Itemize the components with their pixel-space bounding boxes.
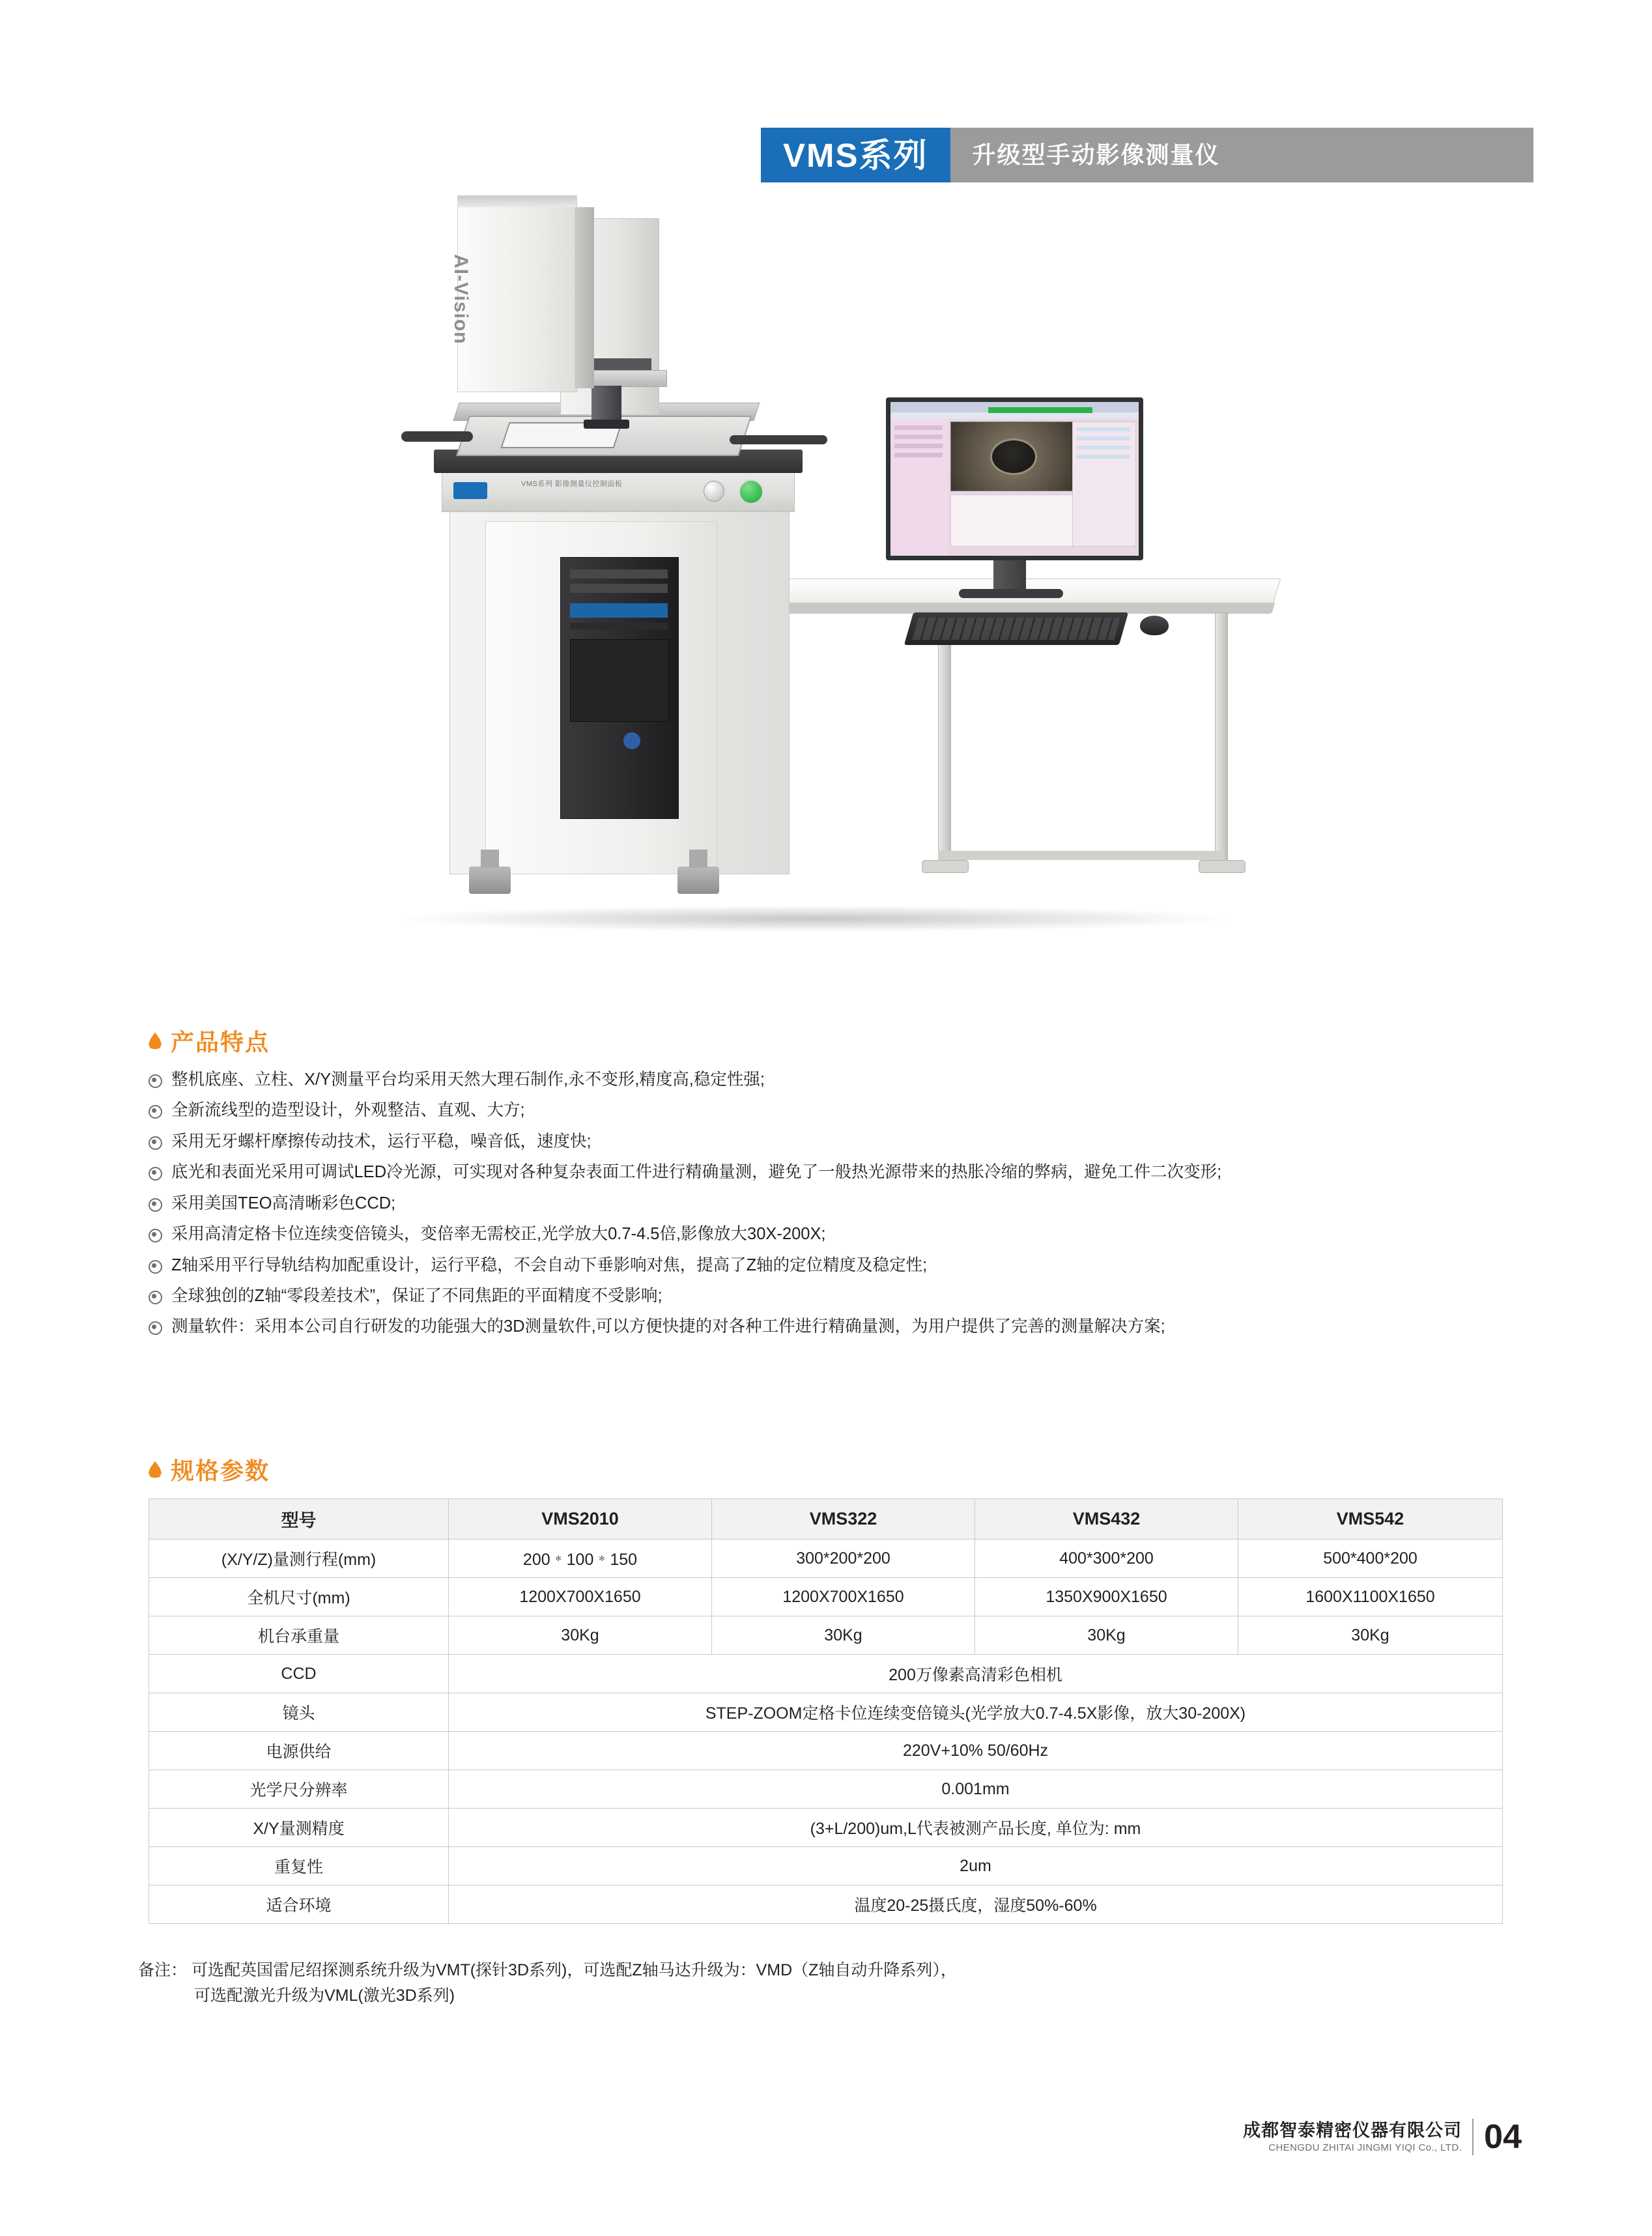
feature-list — [149, 1068, 1523, 1347]
monitor-neck — [993, 560, 1026, 593]
camera-head-housing — [457, 195, 577, 392]
feature-text: 整机底座、立柱、X/Y测量平台均采用天然大理石制作,永不变形,精度高,稳定性强; — [171, 1070, 765, 1089]
table-row — [149, 1809, 1503, 1847]
control-power-indicator-icon — [739, 480, 763, 504]
bullet-icon — [149, 1260, 162, 1274]
cell-value: 1350X900X1650 — [975, 1578, 1238, 1616]
footer-divider — [1472, 2119, 1474, 2155]
bullet-icon — [149, 1229, 162, 1242]
feature-text: 底光和表面光采用可调试LED冷光源，可实现对各种复杂表面工件进行精确量测，避免了一般热光源带来的热胀冷缩的弊病，避免工件二次变形; — [171, 1163, 1222, 1182]
table-row — [149, 1885, 1503, 1924]
column-header: VMS322 — [712, 1499, 975, 1540]
power-button-icon — [623, 732, 640, 749]
section-heading-features — [149, 1024, 270, 1057]
software-toolbar-secondary — [890, 412, 1139, 419]
feature-text: 采用美国TEO高清晰彩色CCD; — [171, 1194, 396, 1212]
table-row — [149, 1693, 1503, 1732]
section-title-features: 产品特点 — [171, 1029, 270, 1055]
machine-brand-logo: AI-Vision — [450, 254, 472, 345]
mouse — [1140, 616, 1169, 635]
desk-foot-left — [922, 860, 969, 873]
row-label: 机台承重量 — [149, 1616, 449, 1655]
company-block — [1243, 2120, 1462, 2155]
row-label: 光学尺分辨率 — [149, 1770, 449, 1809]
measured-part-hole — [990, 438, 1037, 475]
row-label: 重复性 — [149, 1847, 449, 1885]
page-number: 04 — [1484, 2118, 1522, 2156]
table-row — [149, 1655, 1503, 1693]
tower-front-panel — [570, 639, 669, 722]
row-label: 电源供给 — [149, 1732, 449, 1770]
bullet-icon — [149, 1136, 162, 1150]
list-item — [149, 1315, 1523, 1338]
bullet-icon — [149, 1167, 162, 1181]
table-row — [149, 1540, 1503, 1578]
bullet-icon — [149, 1321, 162, 1335]
feature-text: 测量软件：采用本公司自行研发的功能强大的3D测量软件,可以方便快捷的对各种工件进行精确量测，为用户提供了完善的测量解决方案; — [171, 1317, 1165, 1336]
stage-handle-right — [730, 435, 827, 444]
software-panel-row — [894, 425, 943, 430]
table-row — [149, 1732, 1503, 1770]
column-header: VMS542 — [1238, 1499, 1503, 1540]
product-photo — [365, 195, 1290, 984]
list-item — [149, 1285, 1523, 1307]
desk-leg-right — [1215, 612, 1228, 868]
cell-value: 400*300*200 — [975, 1540, 1238, 1578]
list-item — [149, 1223, 1523, 1245]
software-data-panel — [950, 494, 1075, 547]
bullet-icon — [149, 1074, 162, 1088]
list-item — [149, 1068, 1523, 1091]
floor-shadow — [404, 906, 1225, 932]
column-header: 型号 — [149, 1499, 449, 1540]
feature-text: Z轴采用平行导轨结构加配重设计，运行平稳，不会自动下垂影响对焦，提高了Z轴的定位精度及稳定性; — [171, 1255, 928, 1274]
section-title-specs: 规格参数 — [171, 1457, 270, 1484]
cell-value: 220V+10% 50/60Hz — [449, 1732, 1503, 1770]
software-left-panel — [890, 419, 948, 556]
software-right-panel — [1072, 422, 1136, 547]
row-label: CCD — [149, 1655, 449, 1693]
cabinet-foot-left — [469, 867, 511, 894]
list-item — [149, 1130, 1523, 1153]
list-item — [149, 1161, 1523, 1183]
cell-value: 30Kg — [975, 1616, 1238, 1655]
software-panel-row — [894, 453, 943, 457]
software-panel-row — [894, 435, 943, 439]
feature-text: 全新流线型的造型设计，外观整洁、直观、大方; — [171, 1101, 525, 1120]
list-item — [149, 1192, 1523, 1214]
control-panel-text: VMS系列 影像测量仪控制面板 — [521, 480, 623, 488]
list-item — [149, 1254, 1523, 1276]
stage-handle-left — [401, 431, 473, 442]
desk-stretcher — [938, 851, 1225, 860]
software-panel-row — [1077, 455, 1130, 459]
cell-value: 1200X700X1650 — [712, 1578, 975, 1616]
column-header: VMS432 — [975, 1499, 1238, 1540]
monitor — [886, 397, 1143, 560]
cell-value: STEP-ZOOM定格卡位连续变倍镜头(光学放大0.7-4.5X影像，放大30-200X) — [449, 1693, 1503, 1732]
row-label: 全机尺寸(mm) — [149, 1578, 449, 1616]
company-name-cn: 成都智泰精密仪器有限公司 — [1243, 2120, 1462, 2140]
cell-value: 0.001mm — [449, 1770, 1503, 1809]
bullet-icon — [149, 1105, 162, 1119]
table-row — [149, 1616, 1503, 1655]
desk-foot-right — [1199, 860, 1246, 873]
cell-value: 30Kg — [712, 1616, 975, 1655]
desk-leg-left — [938, 612, 951, 868]
table-remark — [138, 1958, 1519, 2009]
cell-value: 1200X700X1650 — [449, 1578, 712, 1616]
droplet-icon — [149, 1461, 162, 1478]
remark-line-1: 备注： 可选配英国雷尼绍探测系统升级为VMT(探针3D系列)，可选配Z轴马达升级为：VMD（Z轴自动升降系列）， — [138, 1961, 957, 1979]
tower-drive-bay — [570, 569, 668, 579]
cell-value: 200万像素高清彩色相机 — [449, 1655, 1503, 1693]
cell-value: (3+L/200)um,L代表被测产品长度, 单位为: mm — [449, 1809, 1503, 1847]
camera-head-top — [457, 195, 576, 207]
software-status-bar — [988, 407, 1092, 413]
page-footer — [1243, 2117, 1522, 2157]
table-row — [149, 1847, 1503, 1885]
section-heading-specs — [149, 1453, 270, 1486]
tower-drive-bay — [570, 584, 668, 593]
cell-value: 温度20-25摄氏度，湿度50%-60% — [449, 1885, 1503, 1924]
page-header-banner — [761, 128, 1533, 182]
software-panel-row — [1077, 427, 1130, 431]
software-panel-row — [1077, 446, 1130, 450]
row-label: 适合环境 — [149, 1885, 449, 1924]
row-label: (X/Y/Z)量测行程(mm) — [149, 1540, 449, 1578]
feature-text: 采用高清定格卡位连续变倍镜头，变倍率无需校正,光学放大0.7-4.5倍,影像放大30X-200X; — [171, 1225, 826, 1244]
bullet-icon — [149, 1291, 162, 1304]
tower-accent-strip — [570, 603, 668, 618]
cell-value: 200﹡100﹡150 — [449, 1540, 712, 1578]
droplet-icon — [149, 1033, 162, 1050]
row-label: X/Y量测精度 — [149, 1809, 449, 1847]
lens-ring — [584, 420, 629, 429]
control-knob-icon — [704, 481, 724, 502]
cell-value: 1600X1100X1650 — [1238, 1578, 1503, 1616]
cabinet-foot-right — [677, 867, 719, 894]
control-blue-badge — [453, 482, 487, 499]
camera-head-side — [575, 207, 594, 388]
cell-value: 30Kg — [1238, 1616, 1503, 1655]
table-header-row — [149, 1499, 1503, 1540]
cell-value: 2um — [449, 1847, 1503, 1885]
series-subtitle: 升级型手动影像测量仪 — [950, 128, 1533, 182]
remark-line-2: 可选配激光升级为VML(激光3D系列) — [194, 1986, 455, 2005]
keyboard — [904, 612, 1128, 645]
keyboard-keys — [912, 618, 1120, 640]
feature-text: 采用无牙螺杆摩擦传动技术，运行平稳，噪音低，速度快; — [171, 1132, 591, 1151]
company-name-en: CHENGDU ZHITAI JINGMI YIQI Co., LTD. — [1268, 2142, 1462, 2153]
computer-tower — [560, 557, 679, 819]
monitor-base — [959, 589, 1063, 598]
monitor-screen — [890, 402, 1139, 556]
specifications-table — [149, 1498, 1503, 1924]
series-label: VMS系列 — [761, 128, 950, 182]
software-panel-row — [1077, 437, 1130, 440]
tower-vent — [570, 623, 668, 629]
list-item — [149, 1099, 1523, 1121]
feature-text: 全球独创的Z轴“零段差技术”，保证了不同焦距的平面精度不受影响; — [171, 1286, 662, 1305]
zoom-lens — [591, 386, 621, 422]
cell-value: 500*400*200 — [1238, 1540, 1503, 1578]
cell-value: 30Kg — [449, 1616, 712, 1655]
cell-value: 300*200*200 — [712, 1540, 975, 1578]
bullet-icon — [149, 1198, 162, 1212]
column-header: VMS2010 — [449, 1499, 712, 1540]
table-row — [149, 1770, 1503, 1809]
row-label: 镜头 — [149, 1693, 449, 1732]
table-row — [149, 1578, 1503, 1616]
software-panel-row — [894, 444, 943, 448]
software-live-view — [950, 422, 1075, 491]
